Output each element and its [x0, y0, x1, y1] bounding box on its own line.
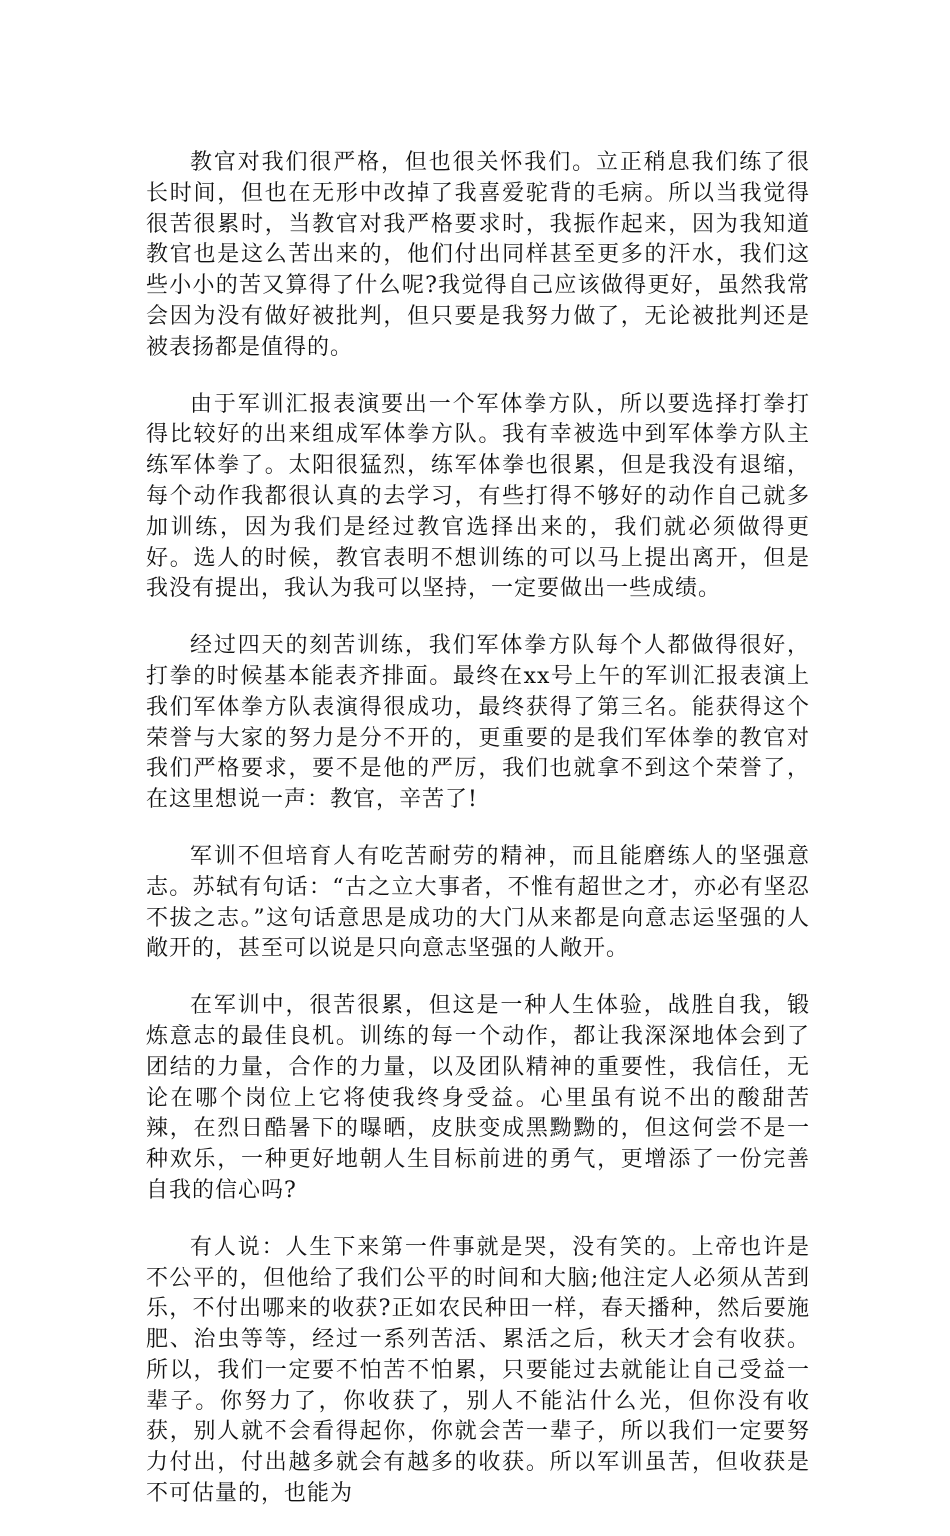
- document-body: [146, 148, 810, 1536]
- paragraph-1: 教官对我们很严格，但也很关怀我们。立正稍息我们练了很长时间，但也在无形中改掉了我喜爱驼背的毛病。所以当我觉得很苦很累时，当教官对我严格要求时，我振作起来，因为我知道教官也是这么苦出来的，他们付出同样甚至更多的汗水，我们这些小小的苦又算得了什么呢?我觉得自己应该做得更好，虽然我常会因为没有做好被批判，但只要是我努力做了，无论被批判还是被表扬都是值得的。: [146, 150, 810, 360]
- paragraph-6: 有人说：人生下来第一件事就是哭，没有笑的。上帝也许是不公平的，但他给了我们公平的时间和大脑;他注定人必须从苦到乐，不付出哪来的收获?正如农民种田一样，春天播种，然后要施肥、治虫等等，经过一系列苦活、累活之后，秋天才会有收获。所以，我们一定要不怕苦不怕累，只要能过去就能让自己受益一辈子。你努力了，你收获了，别人不能沾什么光，但你没有收获，别人就不会看得起你，你就会苦一辈子，所以我们一定要努力付出，付出越多就会有越多的收获。所以军训虽苦，但收获是不可估量的，也能为: [146, 1234, 810, 1507]
- paragraph-5: 在军训中，很苦很累，但这是一种人生体验，战胜自我，锻炼意志的最佳良机。训练的每一个动作，都让我深深地体会到了团结的力量，合作的力量，以及团队精神的重要性，我信任，无论在哪个岗位上它将使我终身受益。心里虽有说不出的酸甜苦辣，在烈日酷暑下的曝晒，皮肤变成黑黝黝的，但这何尝不是一种欢乐，一种更好地朝人生目标前进的勇气，更增添了一份完善自我的信心吗?: [146, 993, 810, 1203]
- paragraph-3: 经过四天的刻苦训练，我们军体拳方队每个人都做得很好，打拳的时候基本能表齐排面。最终在xx号上午的军训汇报表演上我们军体拳方队表演得很成功，最终获得了第三名。能获得这个荣誉与大家的努力是分不开的，更重要的是我们军体拳的教官对我们严格要求，要不是他的严厉，我们也就拿不到这个荣誉了，在这里想说一声：教官，辛苦了!: [146, 633, 810, 813]
- paragraph-4: 军训不但培育人有吃苦耐劳的精神，而且能磨练人的坚强意志。苏轼有句话：“古之立大事者，不惟有超世之才，亦必有坚忍不拔之志。”这句话意思是成功的大门从来都是向意志运坚强的人敞开的，甚至可以说是只向意志坚强的人敞开。: [146, 843, 810, 962]
- paragraph-2: 由于军训汇报表演要出一个军体拳方队，所以要选择打拳打得比较好的出来组成军体拳方队。我有幸被选中到军体拳方队主练军体拳了。太阳很猛烈，练军体拳也很累，但是我没有退缩，每个动作我都很认真的去学习，有些打得不够好的动作自己就多加训练，因为我们是经过教官选择出来的，我们就必须做得更好。选人的时候，教官表明不想训练的可以马上提出离开，但是我没有提出，我认为我可以坚持，一定要做出一些成绩。: [146, 391, 810, 602]
